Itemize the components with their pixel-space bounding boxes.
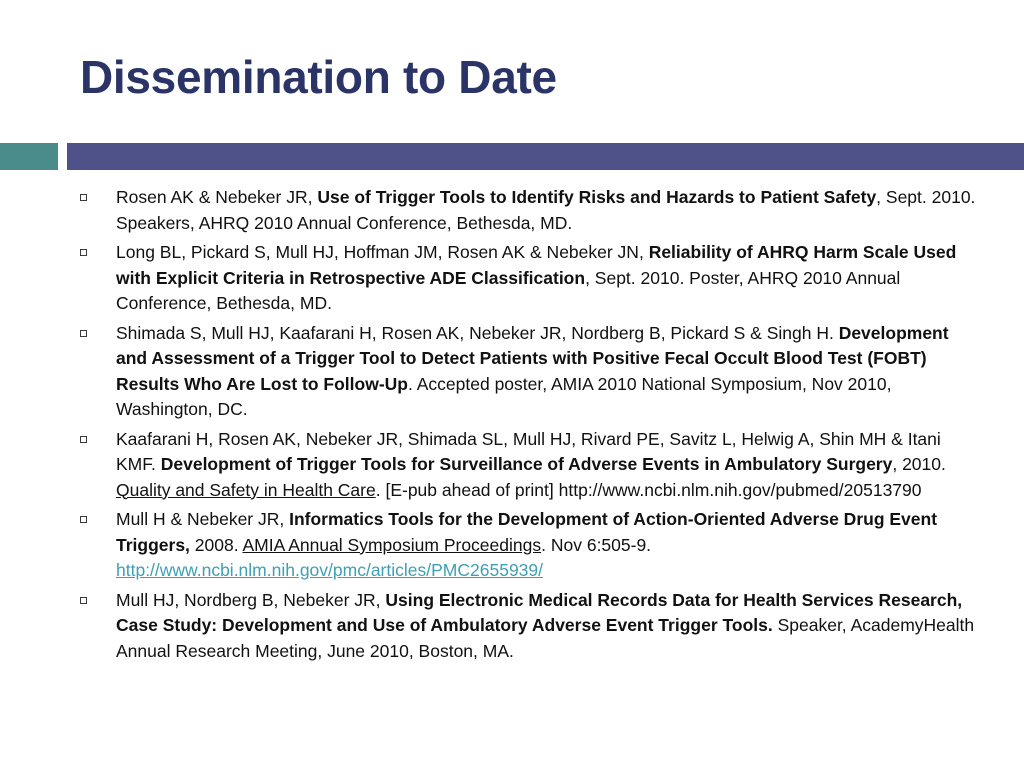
ref-title: Reliability of AHRQ Harm Scale Used with Explicit Criteria in Retrospective ADE Classification: [116, 242, 957, 288]
list-item: [80, 507, 980, 584]
list-item: [80, 185, 980, 236]
ref-authors: Rosen AK & Nebeker JR,: [116, 187, 318, 207]
ref-authors: Long BL, Pickard S, Mull HJ, Hoffman JM, Rosen AK & Nebeker JN,: [116, 242, 649, 262]
slide-title: Dissemination to Date: [80, 51, 557, 103]
ref-title: Informatics Tools for the Development of Action-Oriented Adverse Drug Event Triggers,: [116, 509, 938, 555]
list-item: [80, 240, 980, 317]
ref-year: 2008.: [189, 534, 243, 555]
ref-details: Speaker, AcademyHealth Annual Research Meeting, June 2010, Boston, MA.: [116, 615, 975, 661]
ref-year: , 2010.: [892, 454, 946, 474]
ref-title: Development of Trigger Tools for Surveillance of Adverse Events in Ambulatory Surgery: [160, 454, 893, 474]
list-item: [80, 321, 980, 423]
ref-title: Using Electronic Medical Records Data for Health Services Research, Case Study: Development and Use of Ambulatory Adverse Event Trigger Tools.: [116, 589, 963, 635]
hollow-square-bullet-icon: [80, 516, 87, 523]
reference-list: [80, 185, 980, 668]
ref-details: , Sept. 2010. Speakers, AHRQ 2010 Annual Conference, Bethesda, MD.: [116, 187, 976, 233]
accent-bar-navy: [67, 143, 1024, 170]
ref-details: . Accepted poster, AMIA 2010 National Symposium, Nov 2010, Washington, DC.: [116, 373, 892, 419]
ref-title: Development and Assessment of a Trigger Tool to Detect Patients with Positive Fecal Occult Blood Test (FOBT) Results Who Are Lost to Follow-Up: [116, 322, 949, 394]
list-item: [80, 588, 980, 665]
ref-authors: Mull H & Nebeker JR,: [116, 509, 290, 529]
ref-pages: . Nov 6:505-9.: [541, 534, 652, 555]
hollow-square-bullet-icon: [80, 436, 87, 443]
ref-authors: Shimada S, Mull HJ, Kaafarani H, Rosen AK, Nebeker JR, Nordberg B, Pickard S & Singh H.: [116, 322, 839, 343]
journal-link[interactable]: AMIA Annual Symposium Proceedings: [242, 534, 542, 555]
ref-authors: Mull HJ, Nordberg B, Nebeker JR,: [116, 589, 386, 610]
ref-authors: Kaafarani H, Rosen AK, Nebeker JR, Shimada SL, Mull HJ, Rivard PE, Savitz L, Helwig A, Shin MH & Itani KMF.: [116, 428, 941, 474]
pmc-url-link[interactable]: http://www.ncbi.nlm.nih.gov/pmc/articles/PMC2655939/: [116, 560, 543, 580]
list-item: [80, 427, 980, 504]
ref-title: Use of Trigger Tools to Identify Risks and Hazards to Patient Safety: [317, 187, 877, 207]
hollow-square-bullet-icon: [80, 330, 87, 337]
journal-link[interactable]: Quality and Safety in Health Care: [116, 479, 376, 500]
ref-details: . [E-pub ahead of print] http://www.ncbi.nlm.nih.gov/pubmed/20513790: [375, 479, 922, 500]
ref-details: , Sept. 2010. Poster, AHRQ 2010 Annual Conference, Bethesda, MD.: [116, 267, 901, 313]
hollow-square-bullet-icon: [80, 597, 87, 604]
hollow-square-bullet-icon: [80, 249, 87, 256]
accent-bar-teal: [0, 143, 58, 170]
hollow-square-bullet-icon: [80, 194, 87, 201]
